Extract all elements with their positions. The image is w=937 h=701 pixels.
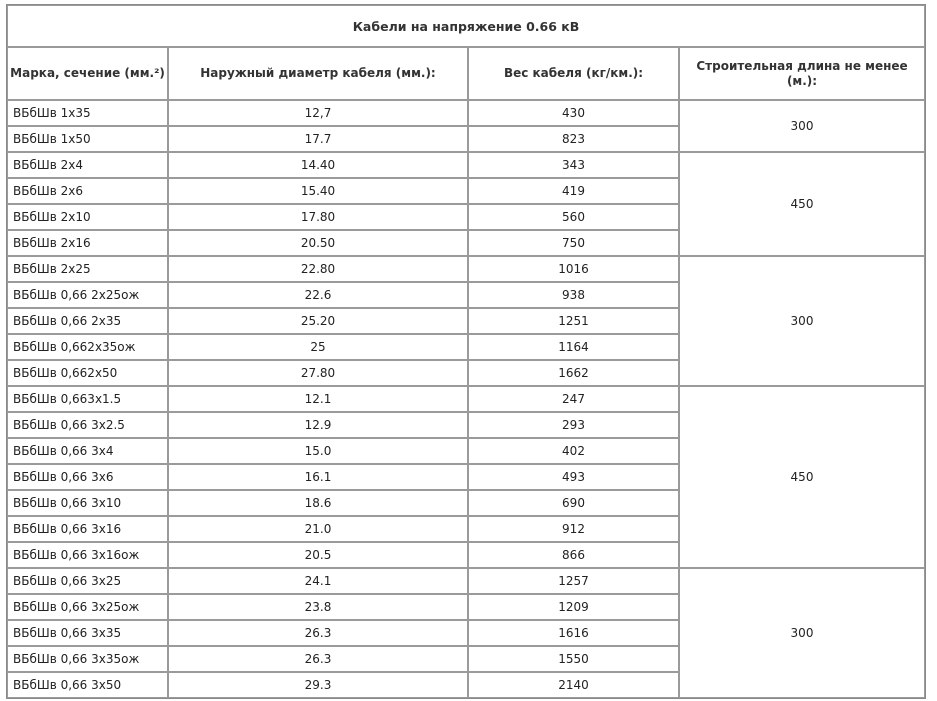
cell-diameter: 24.1 [168, 568, 468, 594]
cell-weight: 1209 [468, 594, 679, 620]
cell-mark: ВБбШв 1х50 [7, 126, 168, 152]
cell-diameter: 12.9 [168, 412, 468, 438]
cell-diameter: 25.20 [168, 308, 468, 334]
cell-weight: 560 [468, 204, 679, 230]
cable-table-container [6, 4, 924, 699]
cell-weight: 293 [468, 412, 679, 438]
cell-mark: ВБбШв 1х35 [7, 100, 168, 126]
cell-mark: ВБбШв 0,66 2х35 [7, 308, 168, 334]
cable-table [6, 4, 926, 699]
cell-diameter: 14.40 [168, 152, 468, 178]
cell-diameter: 29.3 [168, 672, 468, 698]
cell-weight: 343 [468, 152, 679, 178]
table-row [7, 152, 925, 178]
cell-mark: ВБбШв 0,66 2х25ож [7, 282, 168, 308]
cell-diameter: 16.1 [168, 464, 468, 490]
cell-mark: ВБбШв 0,66 3х16ож [7, 542, 168, 568]
cell-mark: ВБбШв 0,66 3х50 [7, 672, 168, 698]
header-weight: Вес кабеля (кг/км.): [468, 47, 679, 100]
cell-diameter: 17.80 [168, 204, 468, 230]
cell-diameter: 26.3 [168, 646, 468, 672]
cell-mark: ВБбШв 2х6 [7, 178, 168, 204]
cell-mark: ВБбШв 0,662х35ож [7, 334, 168, 360]
cell-mark: ВБбШв 0,66 3х25ож [7, 594, 168, 620]
cell-diameter: 15.0 [168, 438, 468, 464]
cell-diameter: 12.1 [168, 386, 468, 412]
cell-mark: ВБбШв 0,66 3х25 [7, 568, 168, 594]
cell-mark: ВБбШв 2х10 [7, 204, 168, 230]
cell-mark: ВБбШв 0,66 3х4 [7, 438, 168, 464]
cell-diameter: 22.6 [168, 282, 468, 308]
header-diameter: Наружный диаметр кабеля (мм.): [168, 47, 468, 100]
table-title: Кабели на напряжение 0.66 кВ [7, 5, 925, 47]
cell-diameter: 25 [168, 334, 468, 360]
cell-mark: ВБбШв 0,66 3х6 [7, 464, 168, 490]
cell-weight: 690 [468, 490, 679, 516]
cell-length: 300 [679, 256, 925, 386]
cell-weight: 1550 [468, 646, 679, 672]
cell-weight: 1251 [468, 308, 679, 334]
cell-weight: 493 [468, 464, 679, 490]
cell-weight: 1662 [468, 360, 679, 386]
table-row [7, 256, 925, 282]
table-body [7, 100, 925, 698]
cell-diameter: 20.50 [168, 230, 468, 256]
cell-mark: ВБбШв 0,66 3х35 [7, 620, 168, 646]
cell-length: 300 [679, 100, 925, 152]
cell-diameter: 23.8 [168, 594, 468, 620]
cell-weight: 1164 [468, 334, 679, 360]
cell-diameter: 15.40 [168, 178, 468, 204]
cell-weight: 750 [468, 230, 679, 256]
cell-mark: ВБбШв 2х4 [7, 152, 168, 178]
header-mark: Марка, сечение (мм.²) [7, 47, 168, 100]
cell-weight: 247 [468, 386, 679, 412]
cell-weight: 938 [468, 282, 679, 308]
cell-weight: 430 [468, 100, 679, 126]
table-title-row [7, 5, 925, 47]
cell-mark: ВБбШв 0,66 3х2.5 [7, 412, 168, 438]
cell-weight: 823 [468, 126, 679, 152]
table-row [7, 100, 925, 126]
cell-mark: ВБбШв 0,663х1.5 [7, 386, 168, 412]
cell-diameter: 20.5 [168, 542, 468, 568]
cell-length: 450 [679, 152, 925, 256]
header-length: Строительная длина не менее (м.): [679, 47, 925, 100]
table-header-row [7, 47, 925, 100]
cell-weight: 402 [468, 438, 679, 464]
cell-mark: ВБбШв 2х16 [7, 230, 168, 256]
cell-diameter: 26.3 [168, 620, 468, 646]
cell-length: 450 [679, 386, 925, 568]
cell-mark: ВБбШв 0,66 3х35ож [7, 646, 168, 672]
table-row [7, 568, 925, 594]
cell-weight: 1616 [468, 620, 679, 646]
cell-mark: ВБбШв 0,66 3х10 [7, 490, 168, 516]
cell-diameter: 21.0 [168, 516, 468, 542]
cell-diameter: 27.80 [168, 360, 468, 386]
cell-weight: 419 [468, 178, 679, 204]
cell-weight: 1257 [468, 568, 679, 594]
cell-diameter: 17.7 [168, 126, 468, 152]
cell-weight: 1016 [468, 256, 679, 282]
cell-diameter: 12,7 [168, 100, 468, 126]
cell-diameter: 18.6 [168, 490, 468, 516]
cell-diameter: 22.80 [168, 256, 468, 282]
cell-weight: 2140 [468, 672, 679, 698]
cell-mark: ВБбШв 0,662х50 [7, 360, 168, 386]
table-row [7, 386, 925, 412]
cell-weight: 912 [468, 516, 679, 542]
cell-length: 300 [679, 568, 925, 698]
cell-mark: ВБбШв 0,66 3х16 [7, 516, 168, 542]
cell-weight: 866 [468, 542, 679, 568]
cell-mark: ВБбШв 2х25 [7, 256, 168, 282]
